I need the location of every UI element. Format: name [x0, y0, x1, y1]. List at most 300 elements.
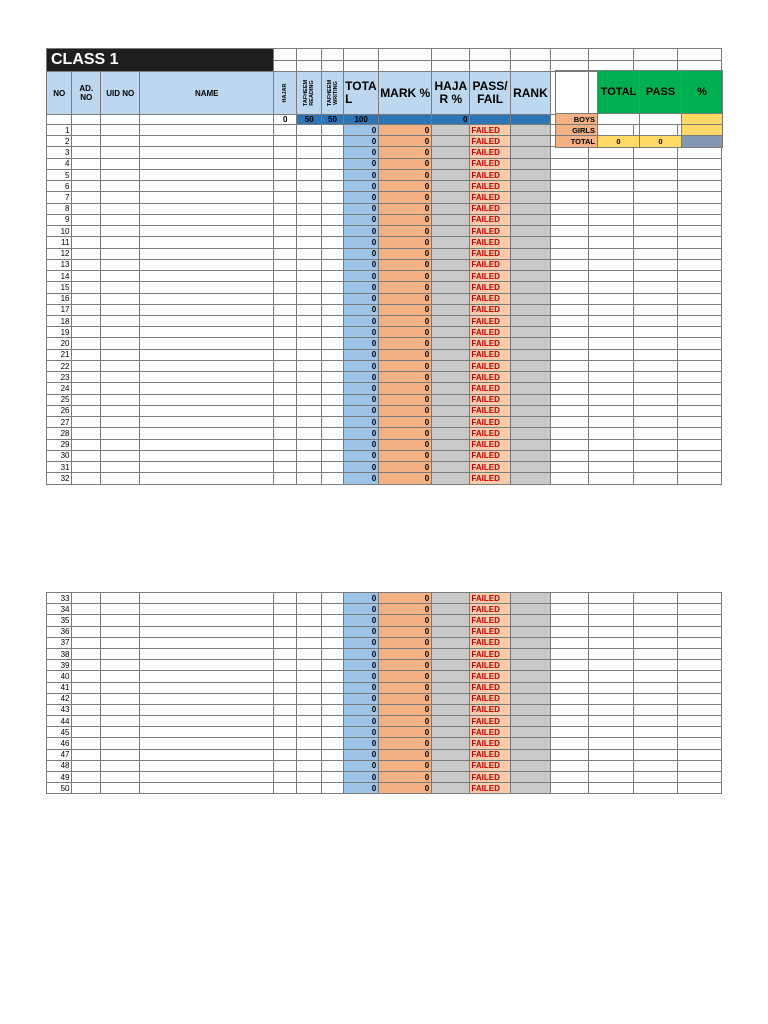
- tafheem-reading-cell[interactable]: [297, 462, 321, 473]
- tafheem-writing-cell[interactable]: [321, 327, 343, 338]
- empty-cell[interactable]: [633, 394, 678, 405]
- summary-total-cell[interactable]: [598, 114, 640, 125]
- tafheem-reading-cell[interactable]: [297, 181, 321, 192]
- empty-cell[interactable]: [678, 214, 722, 225]
- empty-cell[interactable]: [551, 304, 589, 315]
- tafheem-writing-cell[interactable]: [321, 637, 343, 648]
- tafheem-writing-cell[interactable]: [321, 704, 343, 715]
- empty-cell[interactable]: [678, 203, 722, 214]
- tafheem-writing-cell[interactable]: [321, 772, 343, 783]
- empty-cell[interactable]: [633, 473, 678, 484]
- tafheem-writing-cell[interactable]: [321, 682, 343, 693]
- empty-cell[interactable]: [589, 192, 634, 203]
- name-cell[interactable]: [140, 383, 274, 394]
- name-cell[interactable]: [140, 604, 274, 615]
- hajar-cell[interactable]: [274, 716, 297, 727]
- name-cell[interactable]: [140, 417, 274, 428]
- empty-cell[interactable]: [589, 682, 634, 693]
- empty-cell[interactable]: [678, 372, 722, 383]
- uid-no-cell[interactable]: [101, 671, 140, 682]
- name-cell[interactable]: [140, 783, 274, 794]
- tafheem-reading-cell[interactable]: [297, 405, 321, 416]
- empty-cell[interactable]: [633, 315, 678, 326]
- empty-cell[interactable]: [678, 749, 722, 760]
- empty-cell[interactable]: [551, 648, 589, 659]
- hajar-cell[interactable]: [274, 462, 297, 473]
- ad-no-cell[interactable]: [72, 271, 101, 282]
- ad-no-cell[interactable]: [72, 192, 101, 203]
- name-cell[interactable]: [140, 125, 274, 136]
- empty-cell[interactable]: [633, 704, 678, 715]
- empty-cell[interactable]: [589, 394, 634, 405]
- name-cell[interactable]: [140, 648, 274, 659]
- tafheem-writing-cell[interactable]: [321, 450, 343, 461]
- empty-cell[interactable]: [633, 660, 678, 671]
- hajar-cell[interactable]: [274, 450, 297, 461]
- ad-no-cell[interactable]: [72, 738, 101, 749]
- uid-no-cell[interactable]: [101, 192, 140, 203]
- empty-cell[interactable]: [551, 760, 589, 771]
- empty-cell[interactable]: [589, 462, 634, 473]
- name-cell[interactable]: [140, 136, 274, 147]
- uid-no-cell[interactable]: [101, 349, 140, 360]
- hajar-cell[interactable]: [274, 147, 297, 158]
- tafheem-reading-cell[interactable]: [297, 271, 321, 282]
- empty-cell[interactable]: [551, 158, 589, 169]
- empty-cell[interactable]: [589, 383, 634, 394]
- tafheem-writing-cell[interactable]: [321, 383, 343, 394]
- empty-cell[interactable]: [589, 738, 634, 749]
- empty-cell[interactable]: [633, 248, 678, 259]
- empty-cell[interactable]: [678, 760, 722, 771]
- empty-cell[interactable]: [551, 417, 589, 428]
- uid-no-cell[interactable]: [101, 704, 140, 715]
- tafheem-reading-cell[interactable]: [297, 304, 321, 315]
- empty-cell[interactable]: [678, 327, 722, 338]
- tafheem-writing-cell[interactable]: [321, 417, 343, 428]
- empty-cell[interactable]: [589, 271, 634, 282]
- name-cell[interactable]: [140, 772, 274, 783]
- tafheem-writing-cell[interactable]: [321, 136, 343, 147]
- ad-no-cell[interactable]: [72, 660, 101, 671]
- tafheem-reading-cell[interactable]: [297, 593, 321, 604]
- name-cell[interactable]: [140, 660, 274, 671]
- uid-no-cell[interactable]: [101, 293, 140, 304]
- hajar-cell[interactable]: [274, 727, 297, 738]
- empty-cell[interactable]: [589, 360, 634, 371]
- empty-cell[interactable]: [633, 338, 678, 349]
- ad-no-cell[interactable]: [72, 604, 101, 615]
- empty-cell[interactable]: [633, 648, 678, 659]
- hajar-cell[interactable]: [274, 293, 297, 304]
- name-cell[interactable]: [140, 450, 274, 461]
- tafheem-writing-cell[interactable]: [321, 693, 343, 704]
- empty-cell[interactable]: [589, 593, 634, 604]
- hajar-cell[interactable]: [274, 671, 297, 682]
- empty-cell[interactable]: [678, 158, 722, 169]
- hajar-cell[interactable]: [274, 181, 297, 192]
- tafheem-writing-cell[interactable]: [321, 293, 343, 304]
- uid-no-cell[interactable]: [101, 593, 140, 604]
- tafheem-writing-cell[interactable]: [321, 203, 343, 214]
- uid-no-cell[interactable]: [101, 760, 140, 771]
- empty-cell[interactable]: [633, 304, 678, 315]
- name-cell[interactable]: [140, 704, 274, 715]
- uid-no-cell[interactable]: [101, 615, 140, 626]
- empty-cell[interactable]: [551, 214, 589, 225]
- empty-cell[interactable]: [589, 372, 634, 383]
- tafheem-writing-cell[interactable]: [321, 428, 343, 439]
- ad-no-cell[interactable]: [72, 237, 101, 248]
- tafheem-reading-cell[interactable]: [297, 214, 321, 225]
- uid-no-cell[interactable]: [101, 158, 140, 169]
- empty-cell[interactable]: [551, 428, 589, 439]
- name-cell[interactable]: [140, 637, 274, 648]
- empty-cell[interactable]: [551, 181, 589, 192]
- uid-no-cell[interactable]: [101, 637, 140, 648]
- ad-no-cell[interactable]: [72, 282, 101, 293]
- empty-cell[interactable]: [633, 783, 678, 794]
- name-cell[interactable]: [140, 158, 274, 169]
- empty-cell[interactable]: [589, 648, 634, 659]
- empty-cell[interactable]: [633, 637, 678, 648]
- empty-cell[interactable]: [551, 637, 589, 648]
- name-cell[interactable]: [140, 271, 274, 282]
- ad-no-cell[interactable]: [72, 704, 101, 715]
- empty-cell[interactable]: [678, 282, 722, 293]
- empty-cell[interactable]: [678, 727, 722, 738]
- name-cell[interactable]: [140, 473, 274, 484]
- empty-cell[interactable]: [633, 693, 678, 704]
- empty-cell[interactable]: [678, 349, 722, 360]
- hajar-cell[interactable]: [274, 237, 297, 248]
- uid-no-cell[interactable]: [101, 405, 140, 416]
- tafheem-writing-cell[interactable]: [321, 181, 343, 192]
- name-cell[interactable]: [140, 462, 274, 473]
- ad-no-cell[interactable]: [72, 349, 101, 360]
- tafheem-writing-cell[interactable]: [321, 125, 343, 136]
- empty-cell[interactable]: [589, 226, 634, 237]
- ad-no-cell[interactable]: [72, 327, 101, 338]
- hajar-cell[interactable]: [274, 760, 297, 771]
- tafheem-reading-cell[interactable]: [297, 203, 321, 214]
- tafheem-reading-cell[interactable]: [297, 248, 321, 259]
- tafheem-writing-cell[interactable]: [321, 214, 343, 225]
- empty-cell[interactable]: [589, 772, 634, 783]
- empty-cell[interactable]: [678, 394, 722, 405]
- empty-cell[interactable]: [678, 293, 722, 304]
- ad-no-cell[interactable]: [72, 626, 101, 637]
- uid-no-cell[interactable]: [101, 738, 140, 749]
- empty-cell[interactable]: [551, 383, 589, 394]
- empty-cell[interactable]: [551, 783, 589, 794]
- tafheem-reading-cell[interactable]: [297, 749, 321, 760]
- hajar-cell[interactable]: [274, 158, 297, 169]
- hajar-cell[interactable]: [274, 203, 297, 214]
- tafheem-reading-cell[interactable]: [297, 136, 321, 147]
- empty-cell[interactable]: [551, 704, 589, 715]
- tafheem-reading-cell[interactable]: [297, 226, 321, 237]
- tafheem-writing-cell[interactable]: [321, 394, 343, 405]
- uid-no-cell[interactable]: [101, 648, 140, 659]
- empty-cell[interactable]: [678, 169, 722, 180]
- empty-cell[interactable]: [589, 282, 634, 293]
- tafheem-reading-cell[interactable]: [297, 158, 321, 169]
- empty-cell[interactable]: [678, 704, 722, 715]
- empty-cell[interactable]: [633, 417, 678, 428]
- empty-cell[interactable]: [678, 360, 722, 371]
- hajar-cell[interactable]: [274, 417, 297, 428]
- empty-cell[interactable]: [678, 383, 722, 394]
- ad-no-cell[interactable]: [72, 637, 101, 648]
- hajar-cell[interactable]: [274, 648, 297, 659]
- empty-cell[interactable]: [633, 760, 678, 771]
- empty-cell[interactable]: [633, 682, 678, 693]
- empty-cell[interactable]: [589, 615, 634, 626]
- empty-cell[interactable]: [589, 417, 634, 428]
- tafheem-reading-cell[interactable]: [297, 727, 321, 738]
- empty-cell[interactable]: [551, 671, 589, 682]
- tafheem-reading-cell[interactable]: [297, 450, 321, 461]
- hajar-cell[interactable]: [274, 394, 297, 405]
- ad-no-cell[interactable]: [72, 615, 101, 626]
- uid-no-cell[interactable]: [101, 372, 140, 383]
- ad-no-cell[interactable]: [72, 214, 101, 225]
- tafheem-writing-cell[interactable]: [321, 749, 343, 760]
- empty-cell[interactable]: [633, 604, 678, 615]
- tafheem-writing-cell[interactable]: [321, 226, 343, 237]
- empty-cell[interactable]: [589, 248, 634, 259]
- name-cell[interactable]: [140, 315, 274, 326]
- empty-cell[interactable]: [633, 169, 678, 180]
- tafheem-reading-cell[interactable]: [297, 327, 321, 338]
- ad-no-cell[interactable]: [72, 693, 101, 704]
- empty-cell[interactable]: [551, 315, 589, 326]
- hajar-cell[interactable]: [274, 259, 297, 270]
- empty-cell[interactable]: [678, 338, 722, 349]
- name-cell[interactable]: [140, 626, 274, 637]
- empty-cell[interactable]: [589, 259, 634, 270]
- hajar-cell[interactable]: [274, 372, 297, 383]
- name-cell[interactable]: [140, 259, 274, 270]
- empty-cell[interactable]: [678, 615, 722, 626]
- empty-cell[interactable]: [633, 158, 678, 169]
- hajar-cell[interactable]: [274, 349, 297, 360]
- hajar-cell[interactable]: [274, 473, 297, 484]
- empty-cell[interactable]: [678, 682, 722, 693]
- empty-cell[interactable]: [678, 783, 722, 794]
- empty-cell[interactable]: [589, 760, 634, 771]
- empty-cell[interactable]: [551, 147, 589, 158]
- ad-no-cell[interactable]: [72, 248, 101, 259]
- name-cell[interactable]: [140, 593, 274, 604]
- uid-no-cell[interactable]: [101, 181, 140, 192]
- empty-cell[interactable]: [633, 626, 678, 637]
- empty-cell[interactable]: [551, 439, 589, 450]
- name-cell[interactable]: [140, 147, 274, 158]
- uid-no-cell[interactable]: [101, 749, 140, 760]
- ad-no-cell[interactable]: [72, 226, 101, 237]
- uid-no-cell[interactable]: [101, 315, 140, 326]
- ad-no-cell[interactable]: [72, 136, 101, 147]
- empty-cell[interactable]: [633, 226, 678, 237]
- ad-no-cell[interactable]: [72, 450, 101, 461]
- tafheem-writing-cell[interactable]: [321, 462, 343, 473]
- name-cell[interactable]: [140, 738, 274, 749]
- tafheem-writing-cell[interactable]: [321, 439, 343, 450]
- empty-cell[interactable]: [633, 615, 678, 626]
- hajar-cell[interactable]: [274, 693, 297, 704]
- empty-cell[interactable]: [551, 203, 589, 214]
- empty-cell[interactable]: [589, 604, 634, 615]
- uid-no-cell[interactable]: [101, 626, 140, 637]
- empty-cell[interactable]: [678, 417, 722, 428]
- empty-cell[interactable]: [551, 405, 589, 416]
- empty-cell[interactable]: [678, 660, 722, 671]
- empty-cell[interactable]: [589, 660, 634, 671]
- empty-cell[interactable]: [551, 593, 589, 604]
- empty-cell[interactable]: [589, 716, 634, 727]
- tafheem-reading-cell[interactable]: [297, 315, 321, 326]
- empty-cell[interactable]: [551, 473, 589, 484]
- empty-cell[interactable]: [551, 271, 589, 282]
- uid-no-cell[interactable]: [101, 136, 140, 147]
- name-cell[interactable]: [140, 304, 274, 315]
- empty-cell[interactable]: [589, 169, 634, 180]
- empty-cell[interactable]: [633, 203, 678, 214]
- ad-no-cell[interactable]: [72, 203, 101, 214]
- ad-no-cell[interactable]: [72, 727, 101, 738]
- hajar-cell[interactable]: [274, 136, 297, 147]
- ad-no-cell[interactable]: [72, 125, 101, 136]
- empty-cell[interactable]: [551, 349, 589, 360]
- name-cell[interactable]: [140, 214, 274, 225]
- empty-cell[interactable]: [678, 693, 722, 704]
- ad-no-cell[interactable]: [72, 749, 101, 760]
- name-cell[interactable]: [140, 428, 274, 439]
- tafheem-writing-cell[interactable]: [321, 716, 343, 727]
- ad-no-cell[interactable]: [72, 158, 101, 169]
- empty-cell[interactable]: [678, 192, 722, 203]
- tafheem-reading-cell[interactable]: [297, 660, 321, 671]
- uid-no-cell[interactable]: [101, 772, 140, 783]
- tafheem-reading-cell[interactable]: [297, 682, 321, 693]
- empty-cell[interactable]: [633, 282, 678, 293]
- tafheem-writing-cell[interactable]: [321, 626, 343, 637]
- tafheem-writing-cell[interactable]: [321, 315, 343, 326]
- empty-cell[interactable]: [678, 248, 722, 259]
- empty-cell[interactable]: [589, 338, 634, 349]
- empty-cell[interactable]: [678, 648, 722, 659]
- tafheem-writing-cell[interactable]: [321, 783, 343, 794]
- empty-cell[interactable]: [678, 593, 722, 604]
- empty-cell[interactable]: [633, 327, 678, 338]
- empty-cell[interactable]: [678, 671, 722, 682]
- tafheem-reading-cell[interactable]: [297, 772, 321, 783]
- empty-cell[interactable]: [589, 439, 634, 450]
- tafheem-writing-cell[interactable]: [321, 738, 343, 749]
- tafheem-reading-cell[interactable]: [297, 293, 321, 304]
- ad-no-cell[interactable]: [72, 181, 101, 192]
- name-cell[interactable]: [140, 693, 274, 704]
- tafheem-writing-cell[interactable]: [321, 405, 343, 416]
- empty-cell[interactable]: [551, 604, 589, 615]
- empty-cell[interactable]: [633, 593, 678, 604]
- tafheem-reading-cell[interactable]: [297, 282, 321, 293]
- empty-cell[interactable]: [551, 372, 589, 383]
- tafheem-writing-cell[interactable]: [321, 169, 343, 180]
- empty-cell[interactable]: [551, 693, 589, 704]
- empty-cell[interactable]: [633, 237, 678, 248]
- empty-cell[interactable]: [633, 360, 678, 371]
- ad-no-cell[interactable]: [72, 439, 101, 450]
- name-cell[interactable]: [140, 237, 274, 248]
- hajar-cell[interactable]: [274, 327, 297, 338]
- empty-cell[interactable]: [589, 450, 634, 461]
- name-cell[interactable]: [140, 282, 274, 293]
- empty-cell[interactable]: [633, 727, 678, 738]
- name-cell[interactable]: [140, 405, 274, 416]
- empty-cell[interactable]: [589, 237, 634, 248]
- empty-cell[interactable]: [678, 226, 722, 237]
- empty-cell[interactable]: [551, 169, 589, 180]
- name-cell[interactable]: [140, 682, 274, 693]
- empty-cell[interactable]: [589, 181, 634, 192]
- ad-no-cell[interactable]: [72, 428, 101, 439]
- tafheem-writing-cell[interactable]: [321, 237, 343, 248]
- tafheem-reading-cell[interactable]: [297, 473, 321, 484]
- ad-no-cell[interactable]: [72, 405, 101, 416]
- ad-no-cell[interactable]: [72, 417, 101, 428]
- uid-no-cell[interactable]: [101, 682, 140, 693]
- ad-no-cell[interactable]: [72, 169, 101, 180]
- hajar-cell[interactable]: [274, 125, 297, 136]
- empty-cell[interactable]: [551, 259, 589, 270]
- empty-cell[interactable]: [589, 315, 634, 326]
- tafheem-writing-cell[interactable]: [321, 349, 343, 360]
- name-cell[interactable]: [140, 615, 274, 626]
- empty-cell[interactable]: [551, 615, 589, 626]
- empty-cell[interactable]: [589, 203, 634, 214]
- empty-cell[interactable]: [589, 158, 634, 169]
- hajar-cell[interactable]: [274, 682, 297, 693]
- tafheem-writing-cell[interactable]: [321, 593, 343, 604]
- empty-cell[interactable]: [551, 716, 589, 727]
- empty-cell[interactable]: [551, 338, 589, 349]
- uid-no-cell[interactable]: [101, 439, 140, 450]
- ad-no-cell[interactable]: [72, 648, 101, 659]
- empty-cell[interactable]: [589, 405, 634, 416]
- tafheem-writing-cell[interactable]: [321, 372, 343, 383]
- tafheem-reading-cell[interactable]: [297, 417, 321, 428]
- name-cell[interactable]: [140, 360, 274, 371]
- empty-cell[interactable]: [589, 693, 634, 704]
- empty-cell[interactable]: [678, 304, 722, 315]
- empty-cell[interactable]: [678, 462, 722, 473]
- name-cell[interactable]: [140, 760, 274, 771]
- ad-no-cell[interactable]: [72, 372, 101, 383]
- empty-cell[interactable]: [551, 237, 589, 248]
- hajar-cell[interactable]: [274, 783, 297, 794]
- tafheem-reading-cell[interactable]: [297, 169, 321, 180]
- empty-cell[interactable]: [678, 450, 722, 461]
- tafheem-writing-cell[interactable]: [321, 660, 343, 671]
- empty-cell[interactable]: [678, 604, 722, 615]
- empty-cell[interactable]: [551, 360, 589, 371]
- empty-cell[interactable]: [678, 637, 722, 648]
- hajar-cell[interactable]: [274, 405, 297, 416]
- uid-no-cell[interactable]: [101, 383, 140, 394]
